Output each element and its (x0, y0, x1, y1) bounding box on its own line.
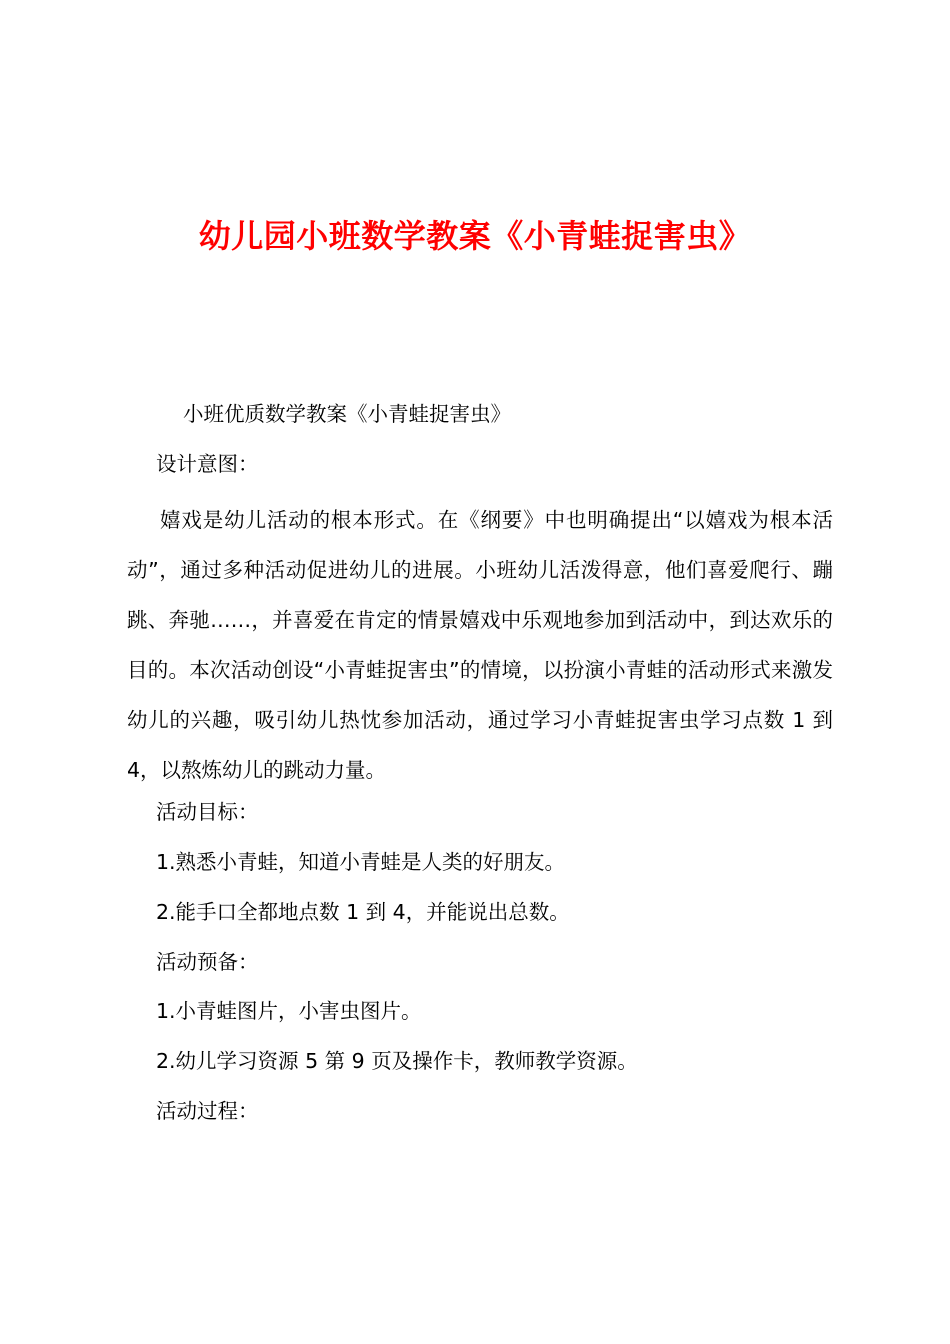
document-title: 幼儿园小班数学教案《小青蛙捉害虫》 (198, 217, 752, 255)
design-intent-heading: 设计意图： (156, 452, 259, 476)
design-intent-paragraph: 嬉戏是幼儿活动的根本形式。在《纲要》中也明确提出“以嬉戏为根本活动”，通过多种活动促进幼儿的进展。小班幼儿活泼得意，他们喜爱爬行、蹦跳、奔驰……，并喜爱在肯定的情景嬉戏中乐观地参加到活动中，到达欢乐的目的。本次活动创设“小青蛙捉害虫”的情境，以扮演小青蛙的活动形式来激发幼儿的兴趣，吸引幼儿热忱参加活动，通过学习小青蛙捉害虫学习点数 1 到 4，以熬炼幼儿的跳动力量。 (127, 508, 833, 782)
activity-prep-item: 2.幼儿学习资源 5 第 9 页及操作卡，教师教学资源。 (156, 1049, 638, 1073)
activity-prep-heading: 活动预备： (156, 950, 259, 974)
activity-goals-heading: 活动目标： (156, 800, 259, 824)
document-subtitle: 小班优质数学教案《小青蛙捉害虫》 (183, 402, 511, 426)
activity-prep-item: 1.小青蛙图片，小害虫图片。 (156, 999, 422, 1023)
activity-goal-item: 1.熟悉小青蛙，知道小青蛙是人类的好朋友。 (156, 850, 566, 874)
activity-goal-item: 2.能手口全都地点数 1 到 4，并能说出总数。 (156, 900, 570, 924)
activity-process-heading: 活动过程： (156, 1099, 259, 1123)
